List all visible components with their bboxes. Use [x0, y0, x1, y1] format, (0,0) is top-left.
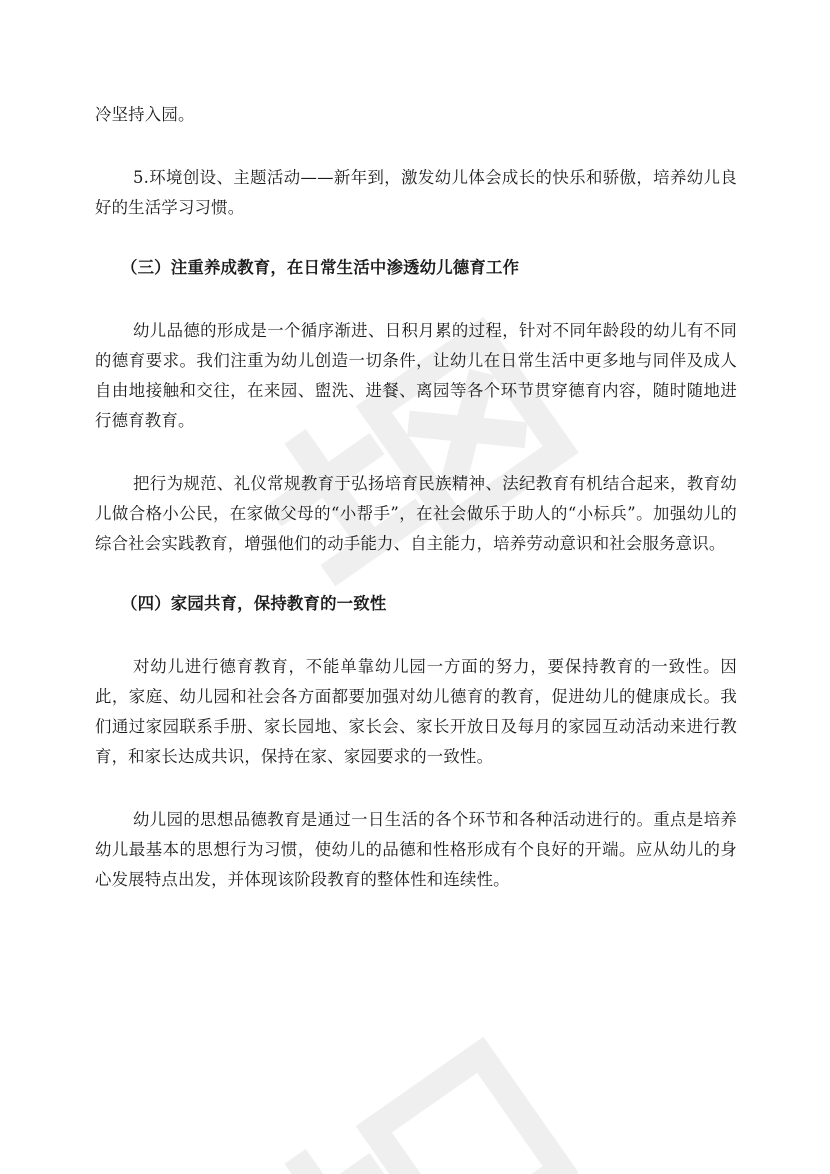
watermark-stamp-bottom [215, 1020, 635, 1174]
paragraph-conclusion: 幼儿园的思想品德教育是通过一日生活的各个环节和各种活动进行的。重点是培养幼儿最基本的思想行为习惯，使幼儿的品德和性格形成有个良好的开端。应从幼儿的身心发展特点出发，并体现该阶段教育的整体性和连续性。 [95, 810, 737, 889]
paragraph-item-5: 5.环境创设、主题活动——新年到，激发幼儿体会成长的快乐和骄傲，培养幼儿良好的生活学习习惯。 [95, 168, 737, 217]
paragraph-moral-formation: 幼儿品德的形成是一个循序渐进、日积月累的过程，针对不同年龄段的幼儿有不同的德育要求。我们注重为幼儿创造一切条件，让幼儿在日常生活中更多地与同伴及成人自由地接触和交往，在来园、盥洗、进餐、离园等各个环节贯穿德育内容，随时随地进行德育教育。 [95, 321, 737, 430]
section-heading-3: （三）注重养成教育，在日常生活中渗透幼儿德育工作 [121, 258, 520, 277]
document-body [95, 100, 737, 895]
paragraph-behavior-norms: 把行为规范、礼仪常规教育于弘扬培育民族精神、法纪教育有机结合起来，教育幼儿做合格小公民，在家做父母的“小帮手”，在社会做乐于助人的“小标兵”。加强幼儿的综合社会实践教育，增强他们的动手能力、自主能力，培养劳动意识和社会服务意识。 [95, 474, 737, 553]
paragraph-continuation: 冷坚持入园。 [95, 105, 195, 124]
section-heading-4: （四）家园共育，保持教育的一致性 [121, 594, 387, 613]
paragraph-home-school: 对幼儿进行德育教育，不能单靠幼儿园一方面的努力，要保持教育的一致性。因此，家庭、幼儿园和社会各方面都要加强对幼儿德育的教育，促进幼儿的健康成长。我们通过家园联系手册、家长园地、家长会、家长开放日及每月的家园互动活动来进行教育，和家长达成共识，保持在家、家园要求的一致性。 [95, 657, 737, 766]
